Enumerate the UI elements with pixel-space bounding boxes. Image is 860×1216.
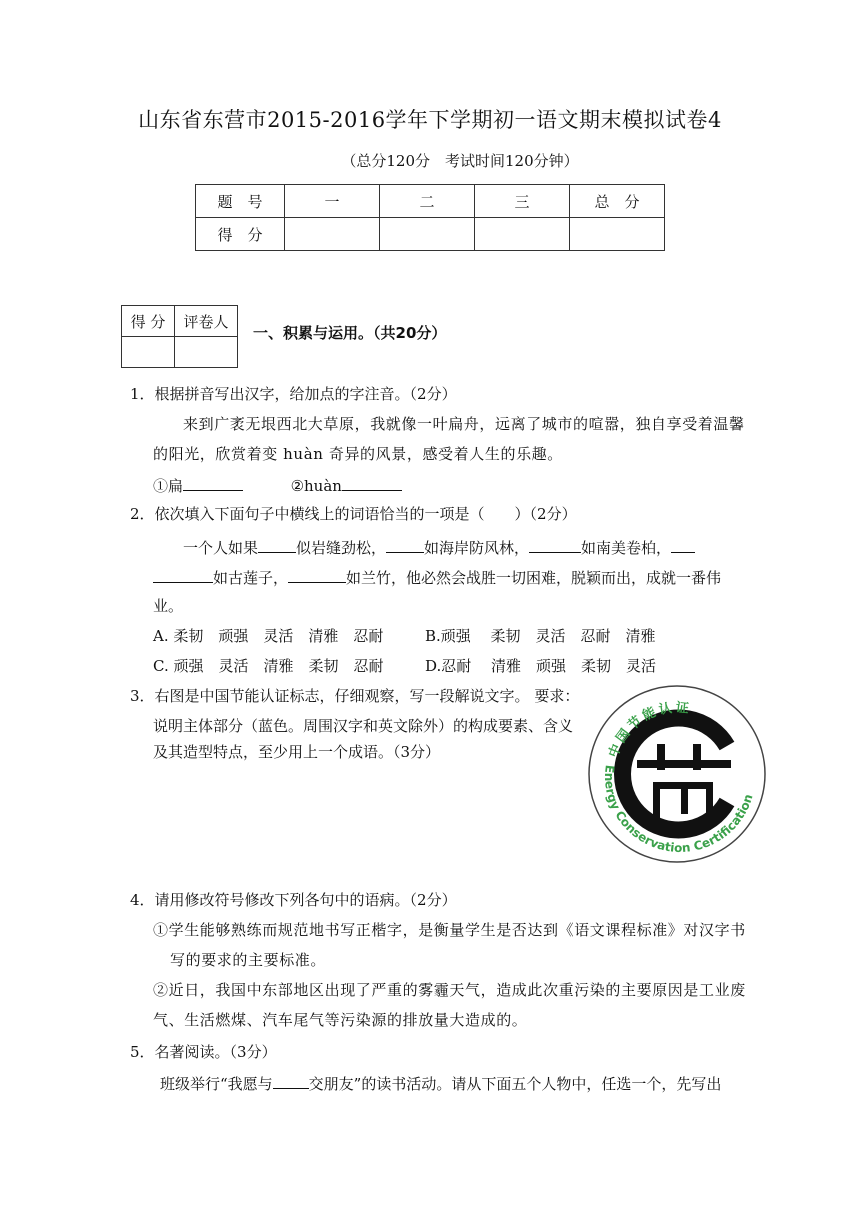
score-empty-cell[interactable] — [475, 218, 570, 251]
q2-blank-4b[interactable] — [153, 566, 213, 583]
grader-reviewer-label: 评卷人 — [175, 306, 238, 337]
q2-option-b[interactable]: B.顽强 柔韧 灵活 忍耐 清雅 — [425, 627, 656, 645]
q1-item1-label: ①扁 — [153, 477, 184, 495]
grader-table — [121, 305, 238, 368]
q4-sentence2-line1: ②近日，我国中东部地区出现了严重的雾霾天气，造成此次重污染的主要原因是工业废 — [153, 981, 746, 999]
q2-text: 如古莲子， — [213, 569, 289, 587]
logo-lower-mid — [681, 782, 688, 814]
logo-bottom-text: Energy Conservation Certification — [602, 764, 756, 856]
score-row-label: 得 分 — [196, 218, 285, 251]
score-table — [195, 184, 665, 251]
q5-prompt: 5．名著阅读。（3分） — [130, 1043, 277, 1061]
q1-item2-label: ②huàn — [290, 477, 342, 495]
q4-sentence1-line1: ①学生能够熟练而规范地书写正楷字，是衡量学生是否达到《语文课程标准》对汉字书 — [153, 921, 746, 939]
score-cell-part1: 一 — [285, 185, 380, 218]
q2-blank-1[interactable] — [258, 536, 296, 553]
score-cell-label: 题 号 — [196, 185, 285, 218]
q2-option-a[interactable]: A. 柔韧 顽强 灵活 清雅 忍耐 — [153, 627, 384, 645]
q2-blank-3[interactable] — [529, 536, 581, 553]
q5-blank[interactable] — [273, 1072, 309, 1089]
q4-prompt: 4．请用修改符号修改下列各句中的语病。（2分） — [130, 891, 457, 909]
q2-text: 如海岸防风林， — [424, 539, 530, 557]
q2-sentence-line1 — [183, 536, 695, 558]
q2-text: 似岩缝劲松， — [296, 539, 387, 557]
q1-prompt: 1．根据拼音写出汉字，给加点的字注音。（2分） — [130, 385, 457, 403]
grader-empty-cell[interactable] — [175, 337, 238, 368]
logo-top-text: 中国节能认证 — [606, 700, 693, 760]
q2-option-d[interactable]: D.忍耐 清雅 顽强 柔韧 灵活 — [425, 657, 657, 675]
score-cell-part2: 二 — [380, 185, 475, 218]
score-cell-total: 总 分 — [570, 185, 665, 218]
section-1-title: 一、积累与运用。（共20分） — [253, 324, 447, 342]
q4-sentence1-line2: 写的要求的主要标准。 — [170, 951, 327, 969]
grader-score-label: 得 分 — [122, 306, 175, 337]
q3-line1: 3．右图是中国节能认证标志，仔细观察，写一段解说文字。 要求： — [130, 687, 580, 705]
q5-line1 — [160, 1072, 721, 1094]
score-table-score-row — [196, 218, 665, 251]
q2-blank-4a[interactable] — [671, 536, 695, 553]
grader-empty-cell[interactable] — [122, 337, 175, 368]
q1-item1-blank[interactable] — [183, 474, 243, 491]
q1-passage-line2: 的阳光，欣赏着变 huàn 奇异的风景，感受着人生的乐趣。 — [153, 445, 563, 463]
q1-answer-row — [153, 474, 402, 496]
q5-text: 班级举行“我愿与 — [160, 1075, 273, 1093]
q2-sentence-line3: 业。 — [153, 597, 184, 615]
q2-blank-2[interactable] — [386, 536, 424, 553]
q2-prompt: 2．依次填入下面句子中横线上的词语恰当的一项是（ ）（2分） — [130, 505, 577, 523]
q2-blank-5[interactable] — [288, 566, 346, 583]
exam-subtitle: （总分120分 考试时间120分钟） — [341, 152, 579, 170]
logo-left-tick — [657, 744, 665, 770]
q2-option-c[interactable]: C. 顽强 灵活 清雅 柔韧 忍耐 — [153, 657, 384, 675]
q2-text: 如南美卷柏， — [581, 539, 672, 557]
q1-passage-line1: 来到广袤无垠西北大草原，我就像一叶扁舟，远离了城市的喧嚣，独自享受着温馨 — [183, 415, 745, 433]
q5-text: 交朋友”的读书活动。请从下面五个人物中，任选一个，先写出 — [308, 1075, 722, 1093]
score-cell-part3: 三 — [475, 185, 570, 218]
score-empty-cell[interactable] — [380, 218, 475, 251]
logo-right-tick — [693, 744, 701, 770]
energy-conservation-certification-logo — [585, 682, 769, 866]
q1-item2-blank[interactable] — [342, 474, 402, 491]
logo-top-bar — [637, 760, 731, 768]
logo-lower-right — [706, 782, 713, 818]
exam-title: 山东省东营市2015-2016学年下学期初一语文期末模拟试卷4 — [138, 108, 722, 132]
q2-sentence-line2 — [153, 566, 721, 588]
logo-graphic — [585, 682, 769, 866]
score-empty-cell[interactable] — [285, 218, 380, 251]
q3-line2: 说明主体部分（蓝色。周围汉字和英文除外）的构成要素、含义 — [153, 717, 574, 735]
score-table-header-row — [196, 185, 665, 218]
score-empty-cell[interactable] — [570, 218, 665, 251]
q4-sentence2-line2: 气、生活燃煤、汽车尾气等污染源的排放量大造成的。 — [153, 1011, 528, 1029]
q3-line3: 及其造型特点，至少用上一个成语。（3分） — [153, 743, 441, 761]
q2-text: 如兰竹，他必然会战胜一切困难，脱颖而出，成就一番伟 — [346, 569, 722, 587]
q2-text: 一个人如果 — [183, 539, 259, 557]
logo-lower-left — [653, 782, 660, 818]
